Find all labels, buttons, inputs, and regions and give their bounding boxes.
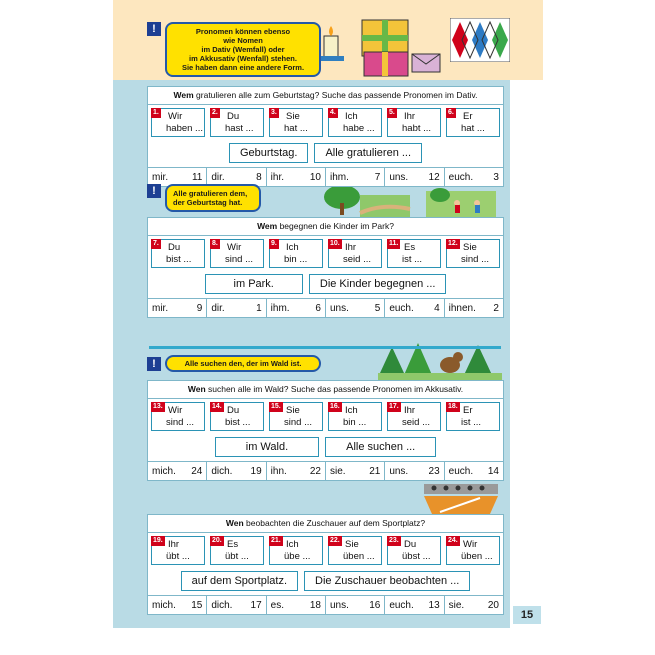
sentence-card: 13. Wir sind ... (151, 402, 205, 431)
phrase-box: Geburtstag. (229, 143, 308, 163)
answer-cell: es. 18 (267, 596, 326, 614)
phrase-box: im Wald. (215, 437, 319, 457)
sentence-card: 9. Ich bin ... (269, 239, 323, 268)
phrase-box: Alle gratulieren ... (314, 143, 422, 163)
answer-cell: uns. 12 (385, 168, 444, 186)
sentence-card: 18. Er ist ... (446, 402, 500, 431)
exercise-4 (147, 514, 504, 615)
answer-cell: sie. 20 (448, 599, 499, 611)
exclamation-icon: ! (147, 22, 161, 36)
sentence-card: 20. Es übt ... (210, 536, 264, 565)
sentence-card: 14. Du bist ... (210, 402, 264, 431)
sentence-card: 17. Ihr seid ... (387, 402, 441, 431)
answer-cell: ihm. 7 (326, 168, 385, 186)
hint-3 (147, 355, 321, 372)
gift-illustration (320, 14, 446, 80)
phrase-box: Die Zuschauer beobachten ... (304, 571, 470, 591)
answer-cell: euch. 4 (385, 299, 444, 317)
section-divider (149, 346, 501, 349)
sentence-card: 1. Wir haben ... (151, 108, 205, 137)
exercise-3 (147, 380, 504, 481)
sentence-card: 3. Sie hat ... (269, 108, 323, 137)
sentence-card: 16. Ich bin ... (328, 402, 382, 431)
exclamation-icon: ! (147, 184, 161, 198)
hint-box: Alle gratulieren dem, der Geburtstag hat. (165, 184, 261, 212)
sentence-card: 7. Du bist ... (151, 239, 205, 268)
answer-cell: dich. 17 (207, 596, 266, 614)
sportsfield-illustration (420, 478, 502, 516)
answer-cell: dich. 19 (207, 462, 266, 480)
answer-cell: ihn. 22 (267, 462, 326, 480)
hint-2 (147, 184, 261, 212)
question: Wen beobachten die Zuschauer auf dem Sportplatz? (148, 515, 503, 533)
answer-cell: uns. 5 (326, 299, 385, 317)
answer-cell: ihm. 6 (267, 299, 326, 317)
answer-cell: euch. 13 (385, 596, 444, 614)
sentence-card: 24. Wir üben ... (446, 536, 500, 565)
page-number: 15 (513, 606, 541, 624)
sentence-card: 8. Wir sind ... (210, 239, 264, 268)
answer-cell: mir. 9 (148, 299, 207, 317)
park-illustration (322, 183, 498, 219)
answer-cell: ihnen. 2 (448, 302, 499, 314)
sentence-card: 2. Du hast ... (210, 108, 264, 137)
answer-cell: ihr. 10 (267, 168, 326, 186)
answer-row (148, 461, 503, 480)
answer-cell: mich. 24 (148, 462, 207, 480)
answer-cell: uns. 23 (385, 462, 444, 480)
exclamation-icon: ! (147, 357, 161, 371)
answer-cell: euch. 3 (448, 171, 499, 183)
hint-box: Alle suchen den, der im Wald ist. (165, 355, 321, 372)
sentence-card: 15. Sie sind ... (269, 402, 323, 431)
pattern-illustration (450, 18, 510, 62)
phrase-box: Alle suchen ... (325, 437, 436, 457)
question: Wem begegnen die Kinder im Park? (148, 218, 503, 236)
hint-1 (147, 22, 321, 77)
answer-row (148, 298, 503, 317)
answer-cell: dir. 1 (207, 299, 266, 317)
sentence-card: 10. Ihr seid ... (328, 239, 382, 268)
right-margin (510, 0, 543, 628)
sentence-card: 12. Sie sind ... (446, 239, 500, 268)
exercise-1 (147, 86, 504, 187)
sentence-card: 22. Sie üben ... (328, 536, 382, 565)
question: Wen suchen alle im Wald? Suche das passende Pronomen im Akkusativ. (148, 381, 503, 399)
phrase-box: Die Kinder begegnen ... (309, 274, 447, 294)
phrase-box: auf dem Sportplatz. (181, 571, 298, 591)
sentence-card: 19. Ihr übt ... (151, 536, 205, 565)
sentence-card: 21. Ich übe ... (269, 536, 323, 565)
answer-cell: uns. 16 (326, 596, 385, 614)
answer-cell: sie. 21 (326, 462, 385, 480)
answer-cell: mich. 15 (148, 596, 207, 614)
sentence-card: 6. Er hat ... (446, 108, 500, 137)
question: Wem gratulieren alle zum Geburtstag? Suche das passende Pronomen im Dativ. (148, 87, 503, 105)
answer-cell: mir. 11 (148, 168, 207, 186)
exercise-2 (147, 217, 504, 318)
answer-cell: dir. 8 (207, 168, 266, 186)
answer-cell: euch. 14 (448, 465, 499, 477)
sentence-card: 5. Ihr habt ... (387, 108, 441, 137)
hint-box: Pronomen können ebenso wie Nomen im Dativ (Wemfall) oder im Akkusativ (Wenfall) stehen. Sie haben dann eine andere Form. (165, 22, 321, 77)
sentence-card: 23. Du übst ... (387, 536, 441, 565)
answer-row (148, 595, 503, 614)
sentence-card: 4. Ich habe ... (328, 108, 382, 137)
sentence-card: 11. Es ist ... (387, 239, 441, 268)
phrase-box: im Park. (205, 274, 303, 294)
